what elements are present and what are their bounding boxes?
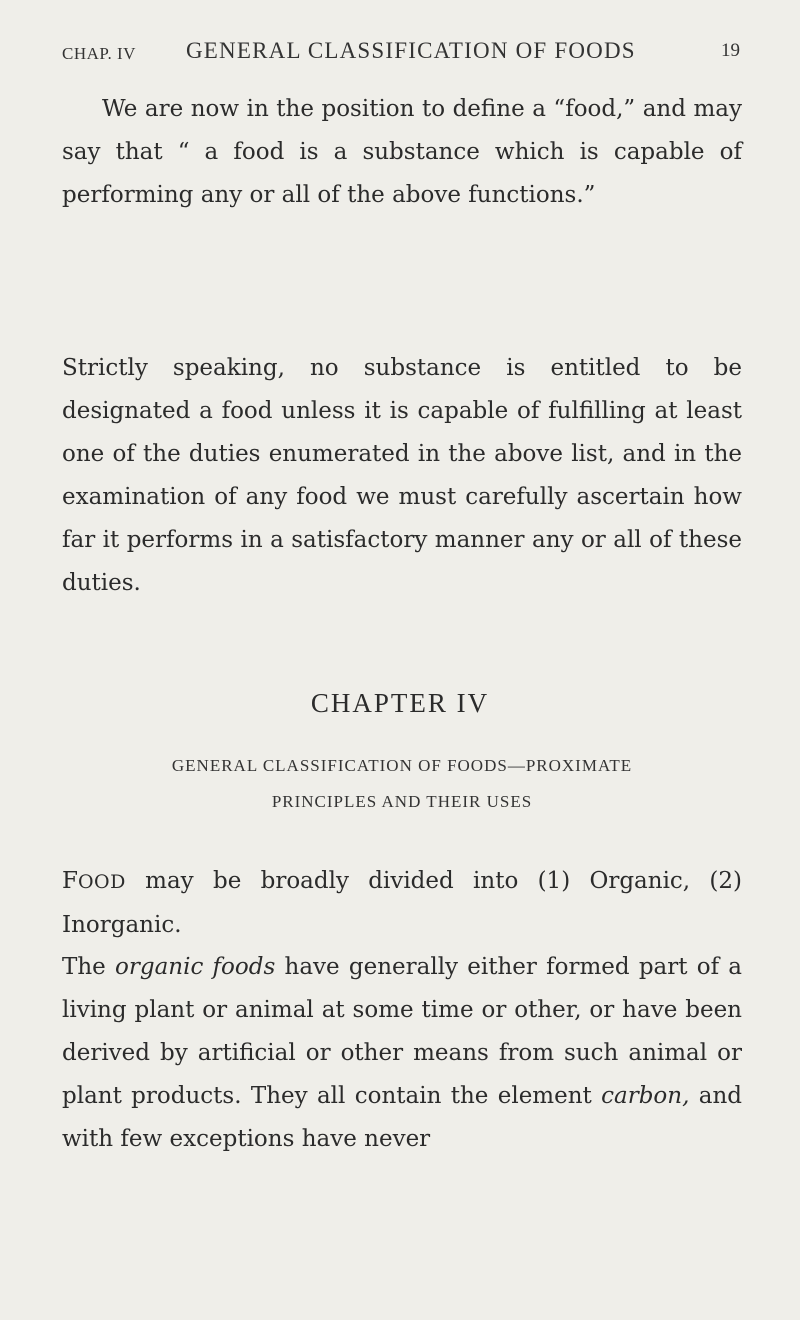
food-smallcaps: OOD <box>77 871 126 893</box>
chapter-subtitle-line-2: PRINCIPLES AND THEIR USES <box>271 792 533 811</box>
organic-foods-italic: organic foods <box>115 954 276 980</box>
carbon-italic: carbon, <box>601 1083 690 1109</box>
paragraph-organic-foods <box>62 946 742 1161</box>
organic-text: have generally either formed part of a living plant or animal at some time or other, or have been derived by artificial or other means from such animal or plant products. They all contain the element <box>62 954 743 1109</box>
running-head-title: GENERAL CLASSIFICATION OF FOODS <box>186 38 636 63</box>
chapter-subtitle-line-1: GENERAL CLASSIFICATION OF FOODS—PROXIMATE <box>171 756 633 775</box>
page-number: 19 <box>721 40 740 61</box>
food-initial: F <box>62 868 78 894</box>
paragraph-food-definition: We are now in the position to define a “food,” and may say that “ a food is a substance which is capable of performing any or all of the above functions.” <box>62 96 742 208</box>
paragraph-strictly-speaking: Strictly speaking, no substance is entitled to be designated a food unless it is capable of fulfilling at least one of the duties enumerated in the above list, and in the examination of any food we must carefully ascertain how far it performs in a satisfactory manner any or all of these duties. <box>62 355 742 596</box>
food-division-text: may be broadly divided into (1) Organic, (2) Inorganic. <box>62 868 742 938</box>
running-head <box>62 38 740 70</box>
running-head-chapter: CHAP. IV <box>62 44 136 63</box>
organic-lead: The <box>62 954 115 980</box>
organic-end: and with few exceptions have never <box>62 1083 743 1152</box>
paragraph-food-division <box>62 860 742 947</box>
chapter-heading: CHAPTER IV <box>310 688 490 718</box>
